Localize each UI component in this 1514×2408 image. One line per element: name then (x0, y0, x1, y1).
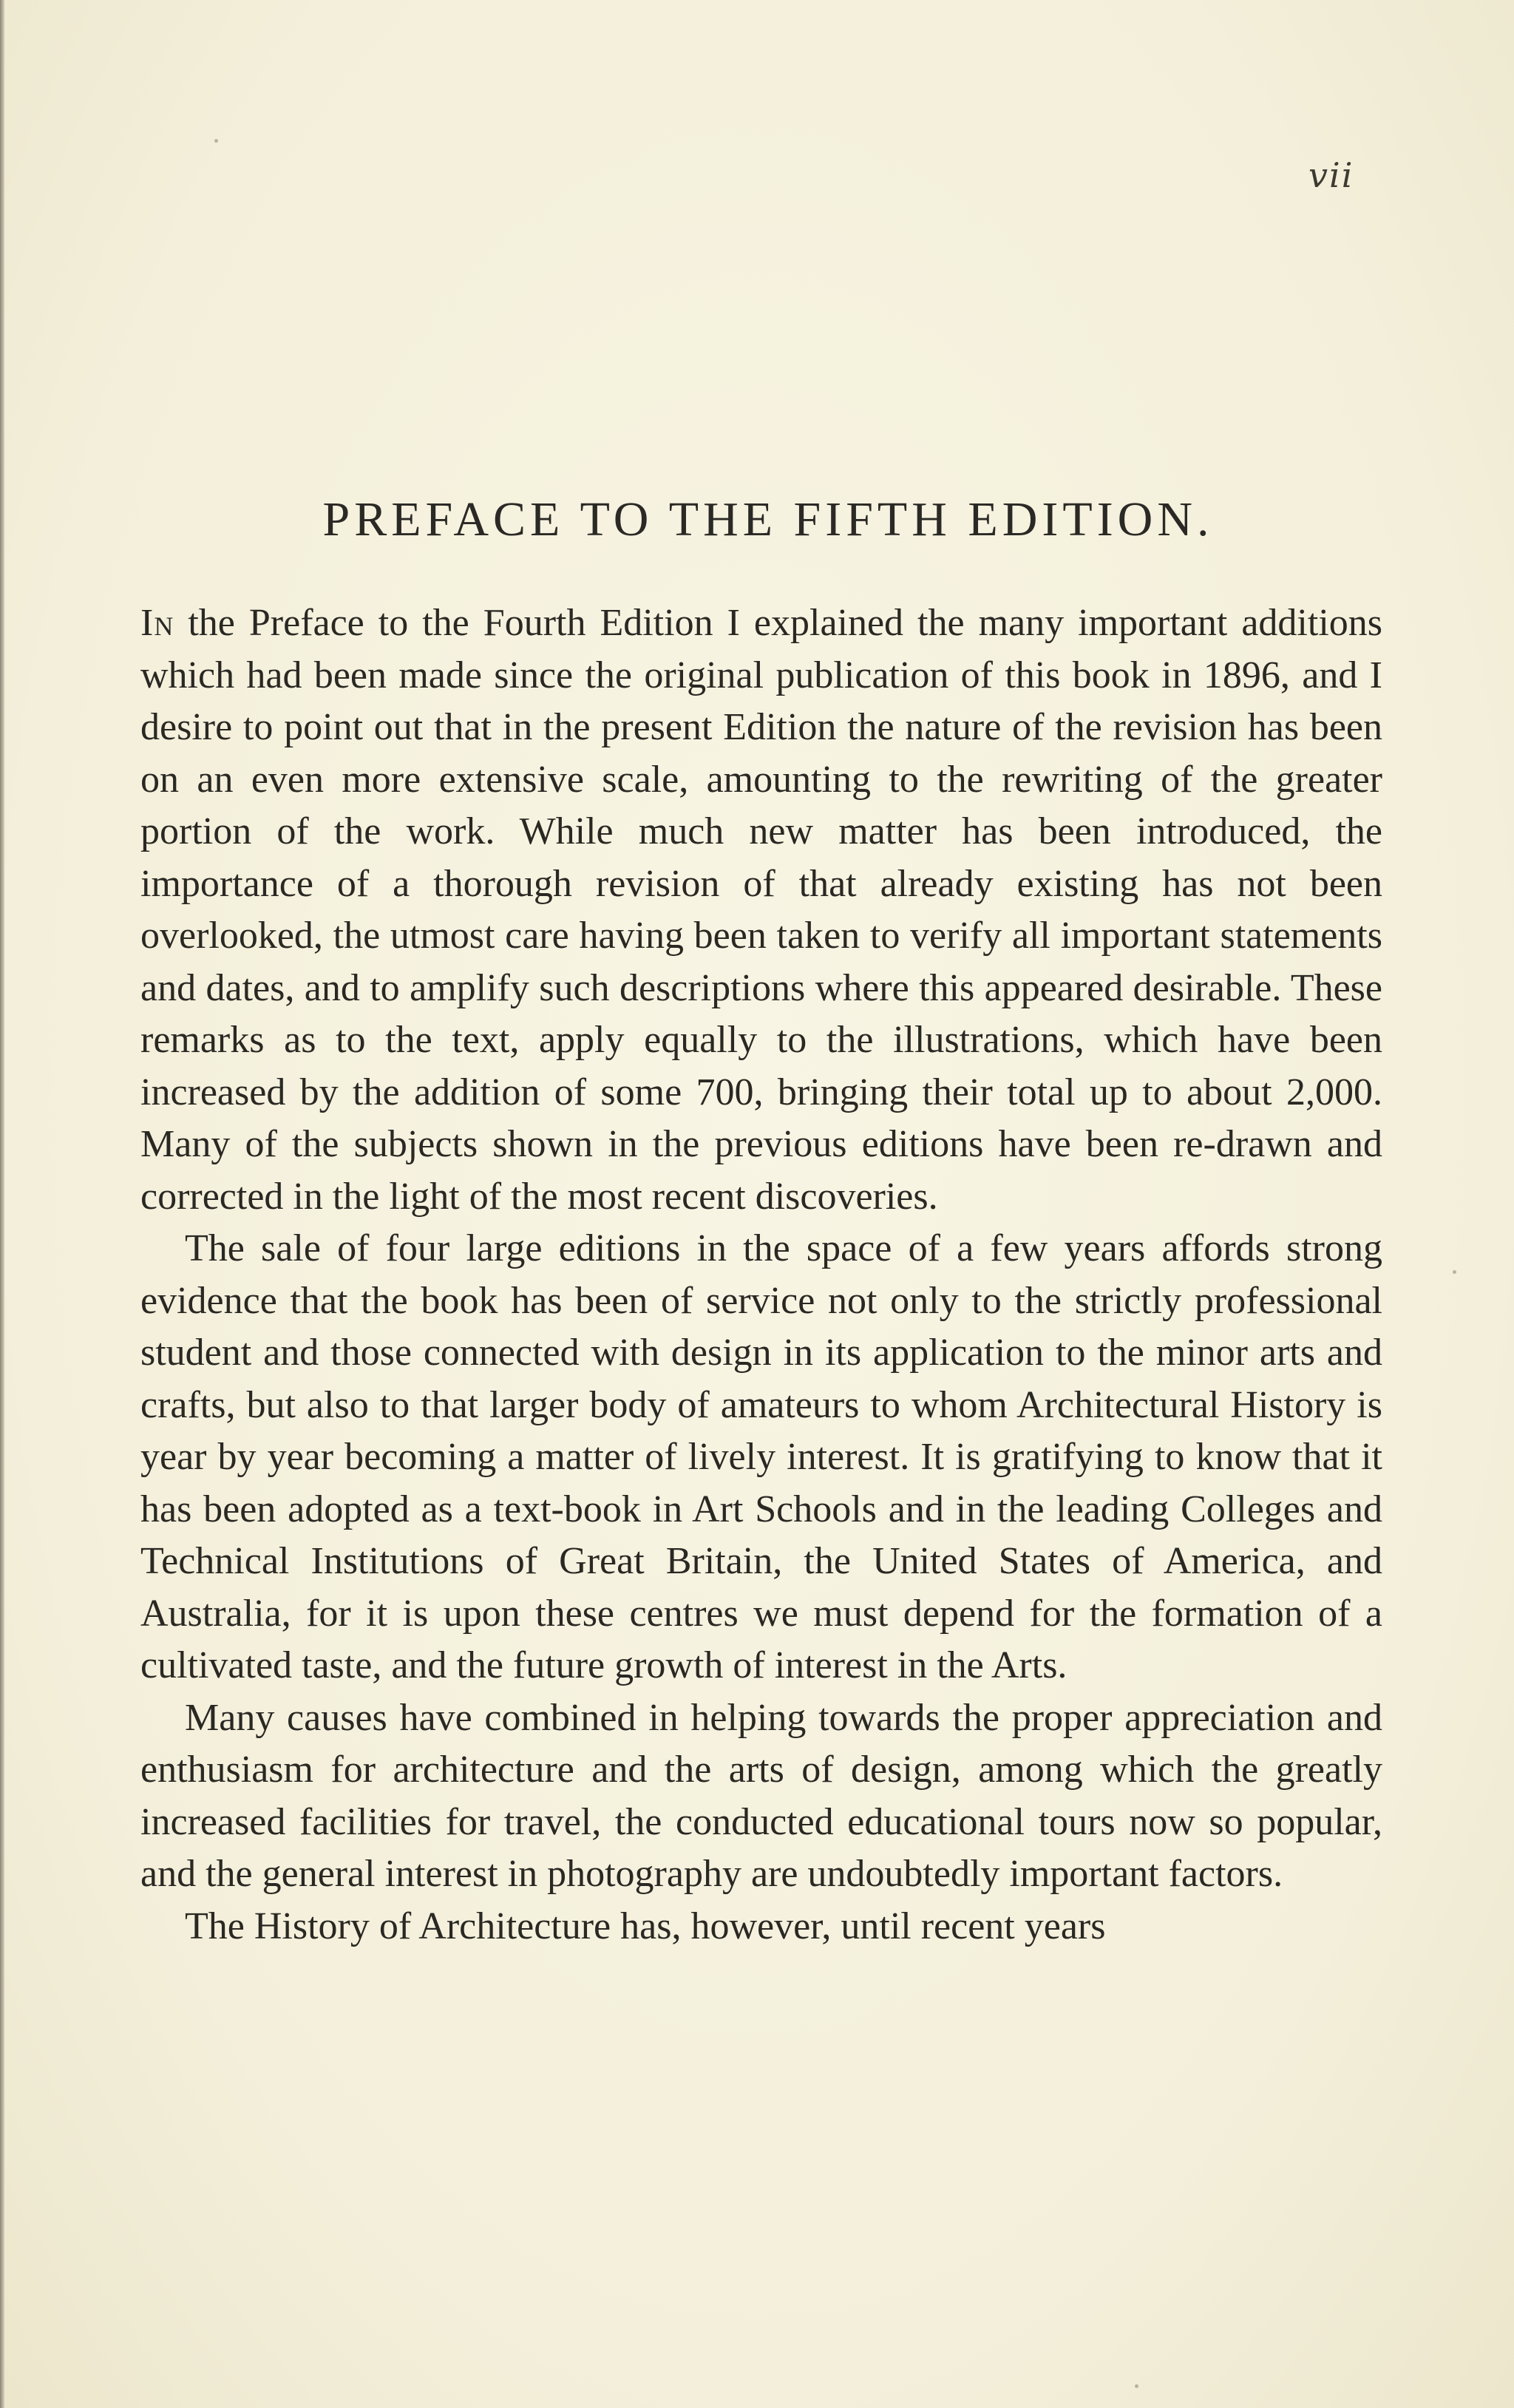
page-number: vii (1308, 155, 1354, 195)
paragraph-2: The sale of four large editions in the space of a few years affords strong evidence that the book has been of service not only to the strictly professional student and those connected with design in its application to the minor arts and crafts, but also to that larger body of amateurs to whom Architectural History is year by year becoming a matter of lively interest. It is gratifying to know that it has been adopted as a text-book in Art Schools and in the leading Colleges and Technical Institutions of Great Britain, the United States of America, and Australia, for it is upon these centres we must depend for the formation of a cultivated taste, and the future growth of interest in the Arts. (140, 1227, 1382, 1686)
opening-small-caps: In (140, 602, 174, 644)
paragraph-3: Many causes have combined in helping towards the proper appreciation and enthusiasm for architecture and the arts of design, among which the greatly increased facilities for travel, the conducted educational tours now so popular, and the general interest in photography are undoubtedly important factors. (140, 1696, 1382, 1895)
paragraph-4: The History of Architecture has, however, until recent years (185, 1905, 1106, 1947)
paragraph-1 (140, 597, 1382, 1223)
paragraph-1-text: the Preface to the Fourth Edition I explained the many important additions which had been made since the original publication of this book in 1896, and I desire to point out that in the present Edition the nature of the revision has been on an even more extensive scale, amounting to the rewriting of the greater portion of the work. While much new matter has been introduced, the importance of a thorough revision of that already existing has not been overlooked, the utmost care having been taken to verify all important statements and dates, and to amplify such descriptions where this appeared desirable. These remarks as to the text, apply equally to the illustrations, which have been increased by the addition of some 700, bringing their total up to about 2,000. Many of the subjects shown in the previous editions have been re-drawn and corrected in the light of the most recent discoveries. (140, 602, 1382, 1218)
paper-speck (1453, 1270, 1456, 1274)
preface-body (140, 597, 1382, 1953)
paper-speck (1135, 2384, 1138, 2388)
paper-speck (214, 139, 218, 143)
page-title: PREFACE TO THE FIFTH EDITION. (322, 492, 1214, 546)
binding-edge (0, 0, 4, 2408)
